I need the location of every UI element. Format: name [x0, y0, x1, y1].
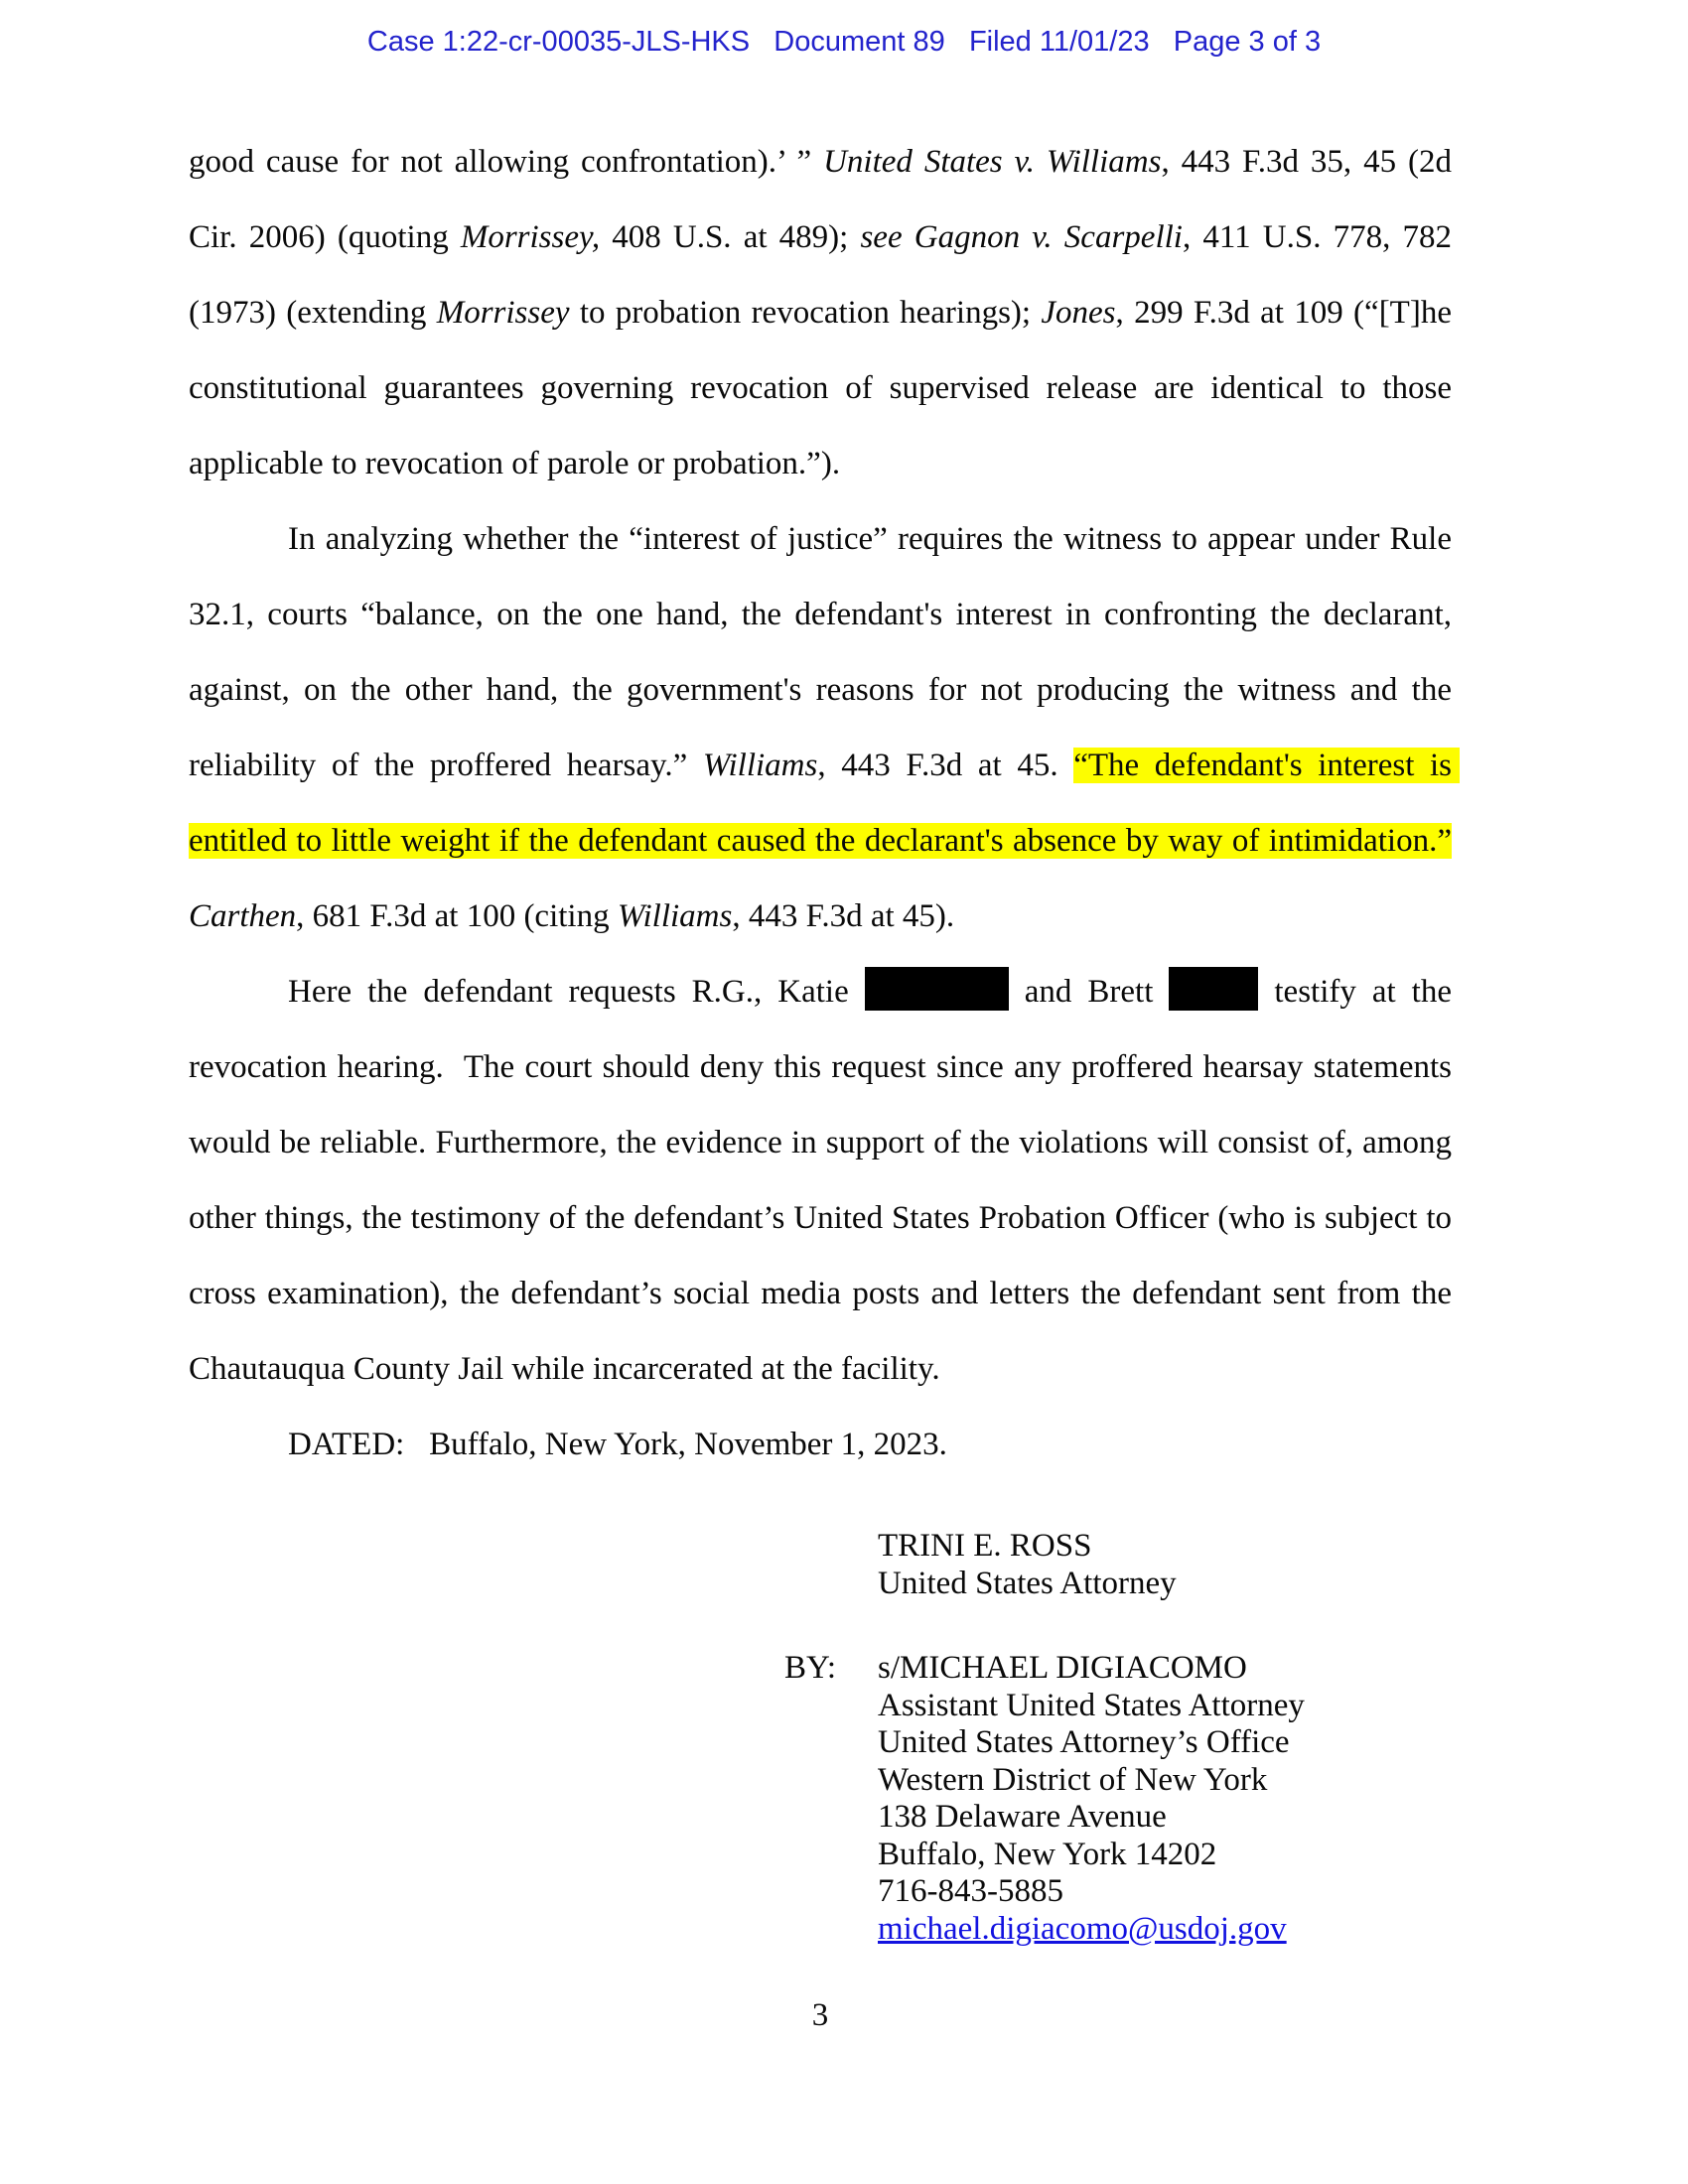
signature-line: Western District of New York [878, 1761, 1268, 1798]
highlighted-text: “The defendant's interest is entitled to little weight if the defendant caused the declarant's absence by way of intimidation.” [189, 748, 1461, 859]
ausa-details [878, 1650, 1305, 1948]
redaction-bar [1169, 967, 1258, 1011]
body-paragraph [189, 124, 1461, 501]
case-citation: Morrissey, [460, 219, 601, 255]
signature-line: Buffalo, New York 14202 [878, 1836, 1217, 1872]
body-paragraph [189, 501, 1461, 954]
by-label: BY: [784, 1650, 836, 1686]
body-text: , 681 F.3d at 100 (citing [296, 898, 618, 934]
dated-line [189, 1407, 1452, 1482]
ausa-lines [878, 1650, 1305, 1911]
signature-block-ausa [784, 1650, 1305, 1948]
case-citation: Jones [1041, 295, 1116, 331]
email-link[interactable]: michael.digiacomo@usdoj.gov [878, 1910, 1287, 1947]
signature-line: 138 Delaware Avenue [878, 1799, 1167, 1835]
case-citation: Williams [702, 748, 818, 783]
redaction-bar [865, 967, 1009, 1011]
case-citation: Morrissey [436, 295, 570, 331]
body-text: testify at the revocation hearing. The court should deny this request since any proffered hearsay statements would be reliable. Furthermore, the evidence in support of the violations will consist of, among other things, the testimony of the defendant’s United States Probation Officer (who is subject to cross examination), the defendant’s social media posts and letters the defendant sent from the Chautauqua County Jail while incarcerated at the facility. [189, 974, 1461, 1387]
page-number: 3 [811, 1997, 829, 2033]
body-text: 408 U.S. at 489); [600, 219, 861, 255]
signature-line: s/MICHAEL DIGIACOMO [878, 1650, 1247, 1686]
body-text: , 443 F.3d 35, 45 (2d Cir. 2006) (quoting [189, 144, 1461, 255]
case-citation: Williams [617, 898, 733, 934]
body-text: , 299 F.3d at 109 (“[T]he constitutional guarantees governing revocation of supervised release are identical to those applicable to revocation of parole or probation.”). [189, 295, 1461, 481]
body-text: and Brett [1008, 974, 1170, 1010]
attorney-title: United States Attorney [878, 1566, 1177, 1601]
signature-line: United States Attorney’s Office [878, 1724, 1290, 1760]
case-citation: see Gagnon v. Scarpelli [860, 219, 1183, 255]
signature-line: 716-843-5885 [878, 1873, 1063, 1909]
body-text: DATED: Buffalo, New York, November 1, 2023. [288, 1427, 947, 1462]
case-citation: Carthen [189, 898, 297, 934]
body-text: , 443 F.3d at 45). [732, 898, 955, 934]
signature-block-us-attorney [878, 1527, 1177, 1602]
body-text: to probation revocation hearings); [569, 295, 1042, 331]
attorney-name: TRINI E. ROSS [878, 1528, 1092, 1564]
signature-line: Assistant United States Attorney [878, 1687, 1305, 1723]
body-text: , 443 F.3d at 45. [817, 748, 1074, 783]
body-paragraph [189, 954, 1461, 1407]
body-text: good cause for not allowing confrontation).’ ” [189, 144, 824, 180]
body-text: In analyzing whether the “interest of justice” requires the witness to appear under Rule 32.1, courts “balance, on the one hand, the defendant's interest in confronting the declarant, against, on the other hand, the government's reasons for not producing the witness and the reliability of the proffered hearsay.” [189, 521, 1461, 783]
body-text [1452, 823, 1460, 859]
case-citation: United States v. Williams [823, 144, 1162, 180]
case-stamp-header: Case 1:22-cr-00035-JLS-HKS Document 89 Filed 11/01/23 Page 3 of 3 [366, 26, 1322, 58]
document-body [189, 124, 1461, 1482]
body-text: Here the defendant requests R.G., Katie [288, 974, 865, 1010]
body-text: , 411 U.S. 778, 782 (1973) (extending [189, 219, 1461, 331]
